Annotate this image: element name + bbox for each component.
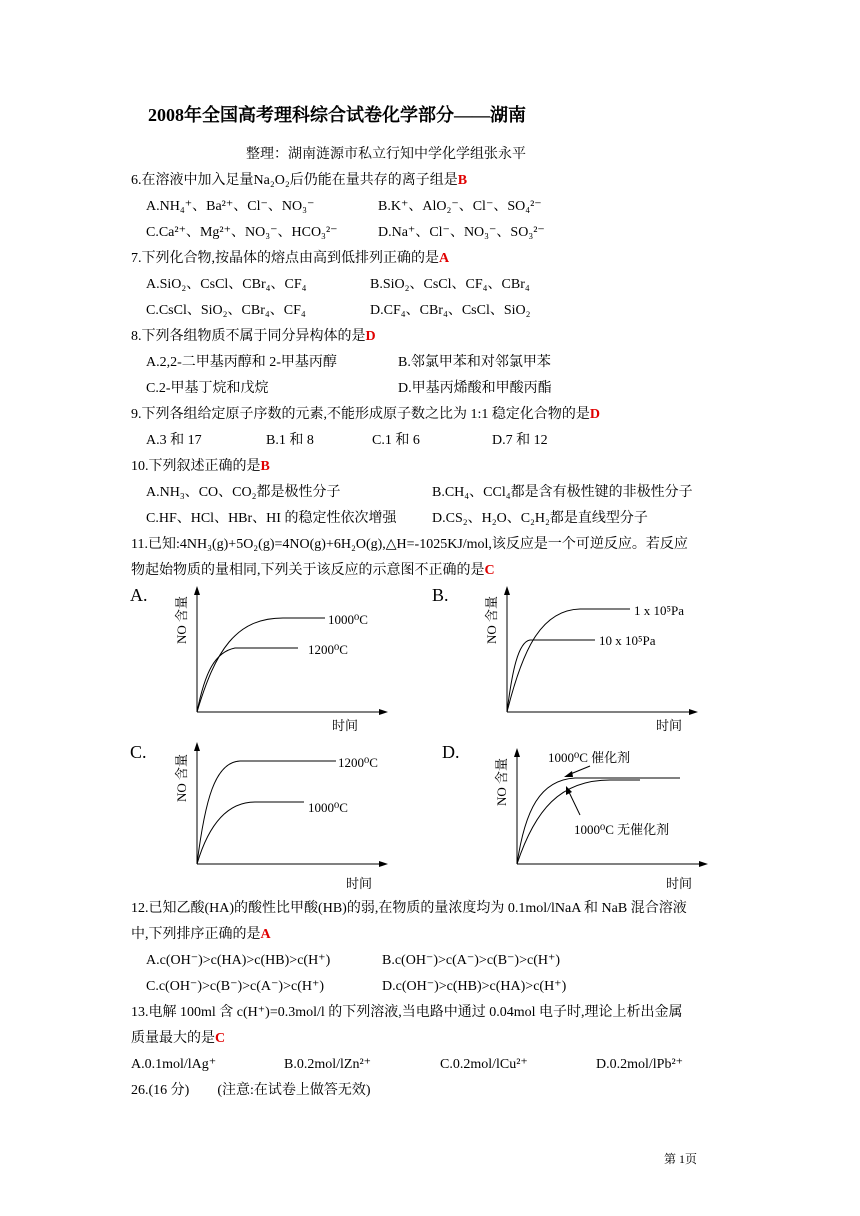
q13-option-c: C.0.2mol/lCu²⁺ — [440, 1057, 528, 1072]
q6-option-b: B.K⁺、AlO₂⁻、Cl⁻、SO₄²⁻ — [378, 199, 542, 214]
q10-option-b: B.CH₄、CCl₄都是含有极性键的非极性分子 — [432, 485, 693, 500]
graph-c-curve2-label: 1000⁰C — [308, 800, 348, 815]
q13-option-b: B.0.2mol/lZn²⁺ — [284, 1057, 372, 1072]
graph-b — [470, 582, 730, 738]
q8-option-a: A.2,2-二甲基丙醇和 2-甲基丙醇 — [146, 355, 337, 370]
q9-option-b: B.1 和 8 — [266, 433, 314, 448]
q12-answer: A — [260, 927, 271, 942]
q9-stem: 9.下列各组给定原子序数的元素,不能形成原子数之比为 1:1 稳定化合物的是D — [131, 407, 601, 422]
graph-c-curve1-label: 1200⁰C — [338, 755, 378, 770]
graph-a-curve2-label: 1200⁰C — [308, 642, 348, 657]
q12-option-a: A.c(OH⁻)>c(HA)>c(HB)>c(H⁺) — [146, 953, 331, 968]
graph-b-curve1-label: 1 x 10⁵Pa — [634, 603, 685, 618]
graph-a-ylabel: NO 含量 — [174, 595, 189, 644]
q7-option-a: A.SiO₂、CsCl、CBr₄、CF₄ — [146, 277, 307, 292]
page-number: 第 1页 — [664, 1152, 698, 1166]
q12-stem-line1: 12.已知乙酸(HA)的酸性比甲酸(HB)的弱,在物质的量浓度均为 0.1mol/lNaA 和 NaB 混合溶液 — [131, 901, 687, 916]
q6-option-d: D.Na⁺、Cl⁻、NO₃⁻、SO₃²⁻ — [378, 225, 545, 240]
q9-option-d: D.7 和 12 — [492, 433, 548, 448]
q11-stem-line1: 11.已知:4NH₃(g)+5O₂(g)=4NO(g)+6H₂O(g),△H=-1025KJ/mol,该反应是一个可逆反应。若反应 — [131, 537, 688, 552]
q12-option-c: C.c(OH⁻)>c(B⁻)>c(A⁻)>c(H⁺) — [146, 979, 325, 994]
q8-option-b: B.邻氯甲苯和对邻氯甲苯 — [398, 355, 551, 370]
author-line: 整理：湖南涟源市私立行知中学化学组张永平 — [246, 147, 526, 162]
q8-answer: D — [365, 329, 376, 344]
graph-b-label: B. — [432, 585, 449, 605]
q9-answer: D — [589, 407, 601, 422]
graph-d-label: D. — [442, 742, 460, 762]
q11-stem-line2: 物起始物质的量相同,下列关于该反应的示意图不正确的是C — [131, 563, 495, 578]
graph-b-xlabel: 时间 — [656, 718, 683, 733]
graph-a-curve1-label: 1000⁰C — [328, 612, 368, 627]
graph-d-xlabel: 时间 — [666, 876, 693, 891]
graph-c-label: C. — [130, 742, 147, 762]
graph-c-xlabel: 时间 — [346, 876, 373, 891]
q10-option-d: D.CS₂、H₂O、C₂H₂都是直线型分子 — [432, 511, 648, 526]
graph-d-curve2-label: 1000⁰C 无催化剂 — [574, 822, 670, 837]
q13-stem-line2: 质量最大的是C — [131, 1031, 226, 1046]
q9-option-a: A.3 和 17 — [146, 433, 202, 448]
graph-a-label: A. — [130, 585, 148, 605]
q9-option-c: C.1 和 6 — [372, 433, 420, 448]
graph-a-xlabel: 时间 — [332, 718, 359, 733]
q13-option-a: A.0.1mol/lAg⁺ — [131, 1057, 217, 1072]
q7-option-b: B.SiO₂、CsCl、CF₄、CBr₄ — [370, 277, 530, 292]
q12-option-d: D.c(OH⁻)>c(HB)>c(HA)>c(H⁺) — [382, 979, 567, 994]
q13-stem-line1: 13.电解 100ml 含 c(H⁺)=0.3mol/l 的下列溶液,当电路中通过 0.04mol 电子时,理论上析出金属 — [131, 1005, 683, 1020]
q10-answer: B — [260, 459, 270, 474]
page-title: 2008年全国高考理科综合试卷化学部分——湖南 — [148, 105, 526, 125]
q6-option-a: A.NH₄⁺、Ba²⁺、Cl⁻、NO₃⁻ — [146, 199, 315, 214]
q12-stem-line2: 中,下列排序正确的是A — [131, 927, 271, 942]
q8-stem: 8.下列各组物质不属于同分异构体的是D — [131, 329, 376, 344]
graph-d-ylabel: NO 含量 — [494, 757, 509, 806]
graph-d — [480, 740, 740, 896]
q12-option-b: B.c(OH⁻)>c(A⁻)>c(B⁻)>c(H⁺) — [382, 953, 561, 968]
q7-option-c: C.CsCl、SiO₂、CBr₄、CF₄ — [146, 303, 306, 318]
q13-answer: C — [215, 1031, 226, 1046]
graph-b-curve2-label: 10 x 10⁵Pa — [599, 633, 656, 648]
q7-answer: A — [439, 251, 450, 266]
q10-option-c: C.HF、HCl、HBr、HI 的稳定性依次增强 — [146, 511, 397, 526]
q6-answer: B — [457, 173, 468, 188]
graph-d-curve1-label: 1000⁰C 催化剂 — [548, 750, 631, 765]
q8-option-c: C.2-甲基丁烷和戊烷 — [146, 381, 269, 396]
q13-option-d: D.0.2mol/lPb²⁺ — [596, 1057, 684, 1072]
graph-b-ylabel: NO 含量 — [484, 595, 499, 644]
q6-stem: 6.在溶液中加入足量Na₂O₂后仍能在量共存的离子组是B — [131, 173, 468, 188]
graph-c-ylabel: NO 含量 — [174, 753, 189, 802]
graph-c — [160, 740, 420, 896]
q11-answer: C — [484, 563, 495, 578]
q10-option-a: A.NH₃、CO、CO₂都是极性分子 — [146, 485, 341, 500]
q7-stem: 7.下列化合物,按晶体的熔点由高到低排列正确的是A — [131, 251, 450, 266]
graph-a — [160, 582, 420, 738]
q10-stem: 10.下列叙述正确的是B — [131, 459, 270, 474]
q8-option-d: D.甲基丙烯酸和甲酸丙酯 — [398, 381, 552, 396]
q26-stem: 26.(16 分) (注意:在试卷上做答无效) — [131, 1083, 371, 1098]
q7-option-d: D.CF₄、CBr₄、CsCl、SiO₂ — [370, 303, 531, 318]
q6-option-c: C.Ca²⁺、Mg²⁺、NO₃⁻、HCO₃²⁻ — [146, 225, 338, 240]
